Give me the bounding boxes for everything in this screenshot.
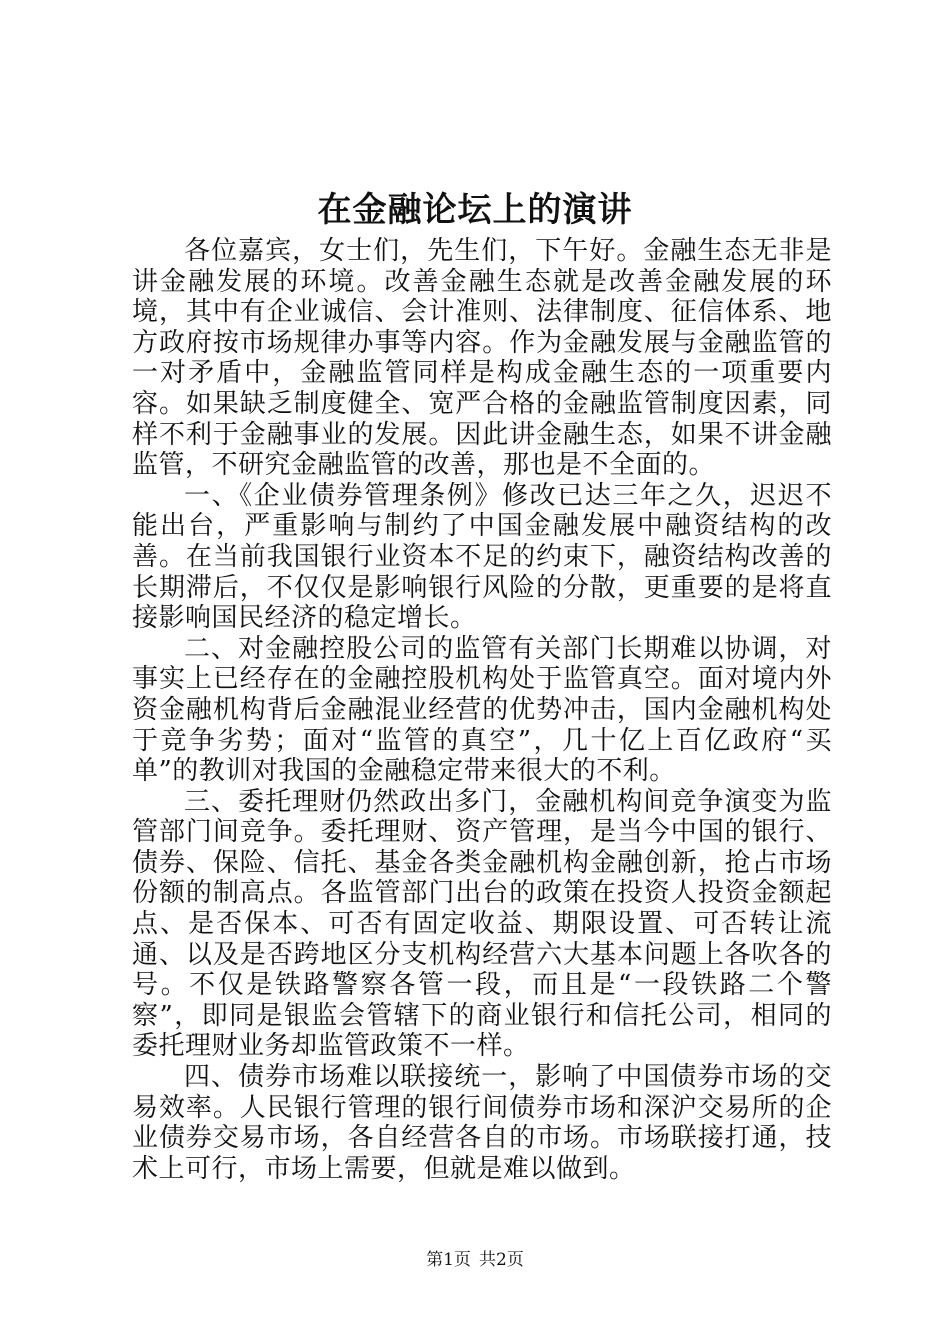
paragraph-point-2: 二、对金融控股公司的监管有关部门长期难以协调，对事实上已经存在的金融控股机构处于监管真空。面对境内外资金融机构背后金融混业经营的优势冲击，国内金融机构处于竞争劣势；面对“监管的真空”，几十亿上百亿政府“买单”的教训对我国的金融稳定带来很大的不利。 bbox=[132, 633, 832, 787]
paragraph-point-4: 四、债券市场难以联接统一，影响了中国债券市场的交易效率。人民银行管理的银行间债券市场和深沪交易所的企业债券交易市场，各自经营各自的市场。市场联接打通，技术上可行，市场上需要，但就是难以做到。 bbox=[132, 1062, 832, 1184]
document-title: 在金融论坛上的演讲 bbox=[317, 190, 633, 230]
page-footer bbox=[0, 1249, 950, 1271]
paragraph-intro: 各位嘉宾，女士们，先生们，下午好。金融生态无非是讲金融发展的环境。改善金融生态就是改善金融发展的环境，其中有企业诚信、会计准则、法律制度、征信体系、地方政府按市场规律办事等内容。作为金融发展与金融监管的一对矛盾中，金融监管同样是构成金融生态的一项重要内容。如果缺乏制度健全、宽严合格的金融监管制度因素，同样不利于金融事业的发展。因此讲金融生态，如果不讲金融监管，不研究金融监管的改善，那也是不全面的。 bbox=[132, 236, 832, 481]
page-number-current: 第1页 bbox=[426, 1250, 471, 1270]
paragraph-point-1: 一、《企业债券管理条例》修改已达三年之久，迟迟不能出台，严重影响与制约了中国金融发展中融资结构的改善。在当前我国银行业资本不足的约束下，融资结构改善的长期滞后，不仅仅是影响银行风险的分散，更重要的是将直接影响国民经济的稳定增长。 bbox=[132, 480, 832, 634]
page-number-total: 共2页 bbox=[479, 1250, 524, 1270]
document-body bbox=[132, 236, 832, 1184]
paragraph-point-3: 三、委托理财仍然政出多门，金融机构间竞争演变为监管部门间竞争。委托理财、资产管理，是当今中国的银行、债券、保险、信托、基金各类金融机构金融创新，抢占市场份额的制高点。各监管部门出台的政策在投资人投资金额起点、是否保本、可否有固定收益、期限设置、可否转让流通、以及是否跨地区分支机构经营六大基本问题上各吹各的号。不仅是铁路警察各管一段，而且是“一段铁路二个警察”，即同是银监会管辖下的商业银行和信托公司，相同的委托理财业务却监管政策不一样。 bbox=[132, 786, 832, 1062]
